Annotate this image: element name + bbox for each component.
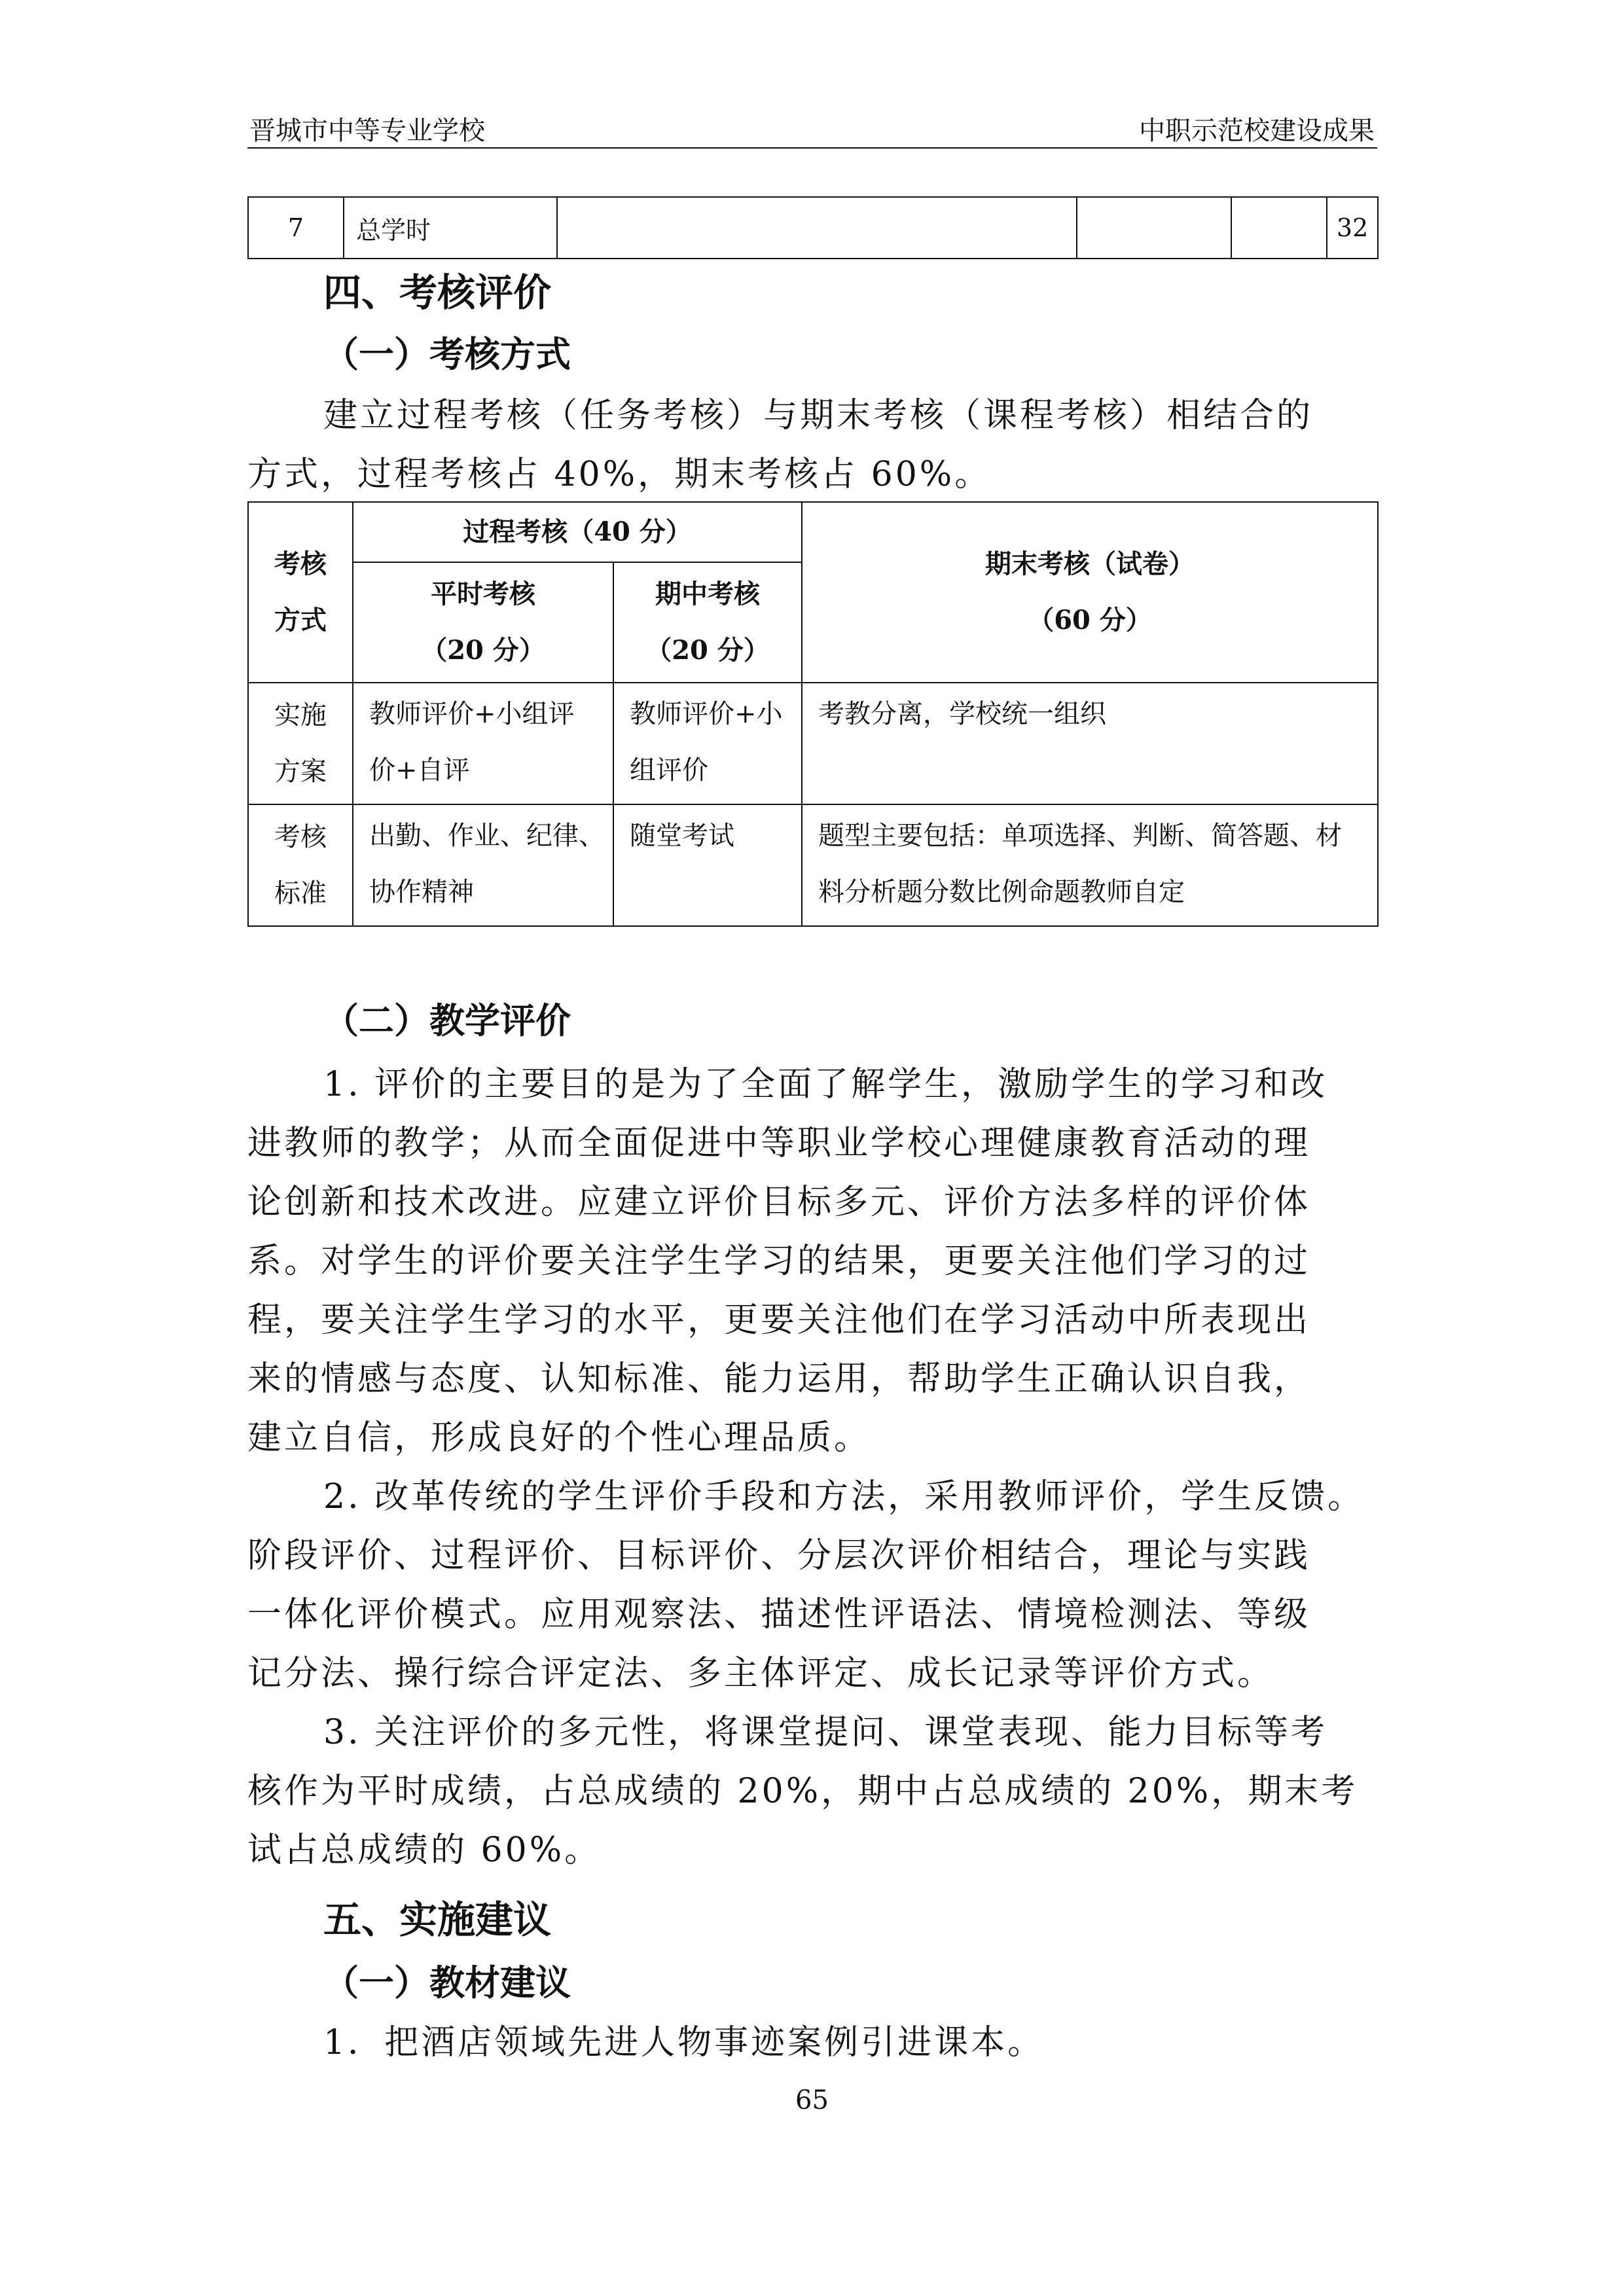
subsection-teaching-evaluation-heading: （二）教学评价	[323, 999, 571, 1041]
row-label-line-2: 标准	[274, 878, 327, 908]
table-row	[248, 197, 1378, 259]
process-assessment-header: 过程考核（40 分）	[353, 502, 802, 562]
paragraph-2	[247, 1467, 1380, 1703]
empty-cell	[557, 197, 1077, 259]
daily-assessment-score: （20 分）	[421, 635, 545, 666]
cell-line: 教师评价+小组评	[369, 699, 575, 729]
row-label-cell: 总学时	[344, 197, 557, 259]
cell-line: 组评价	[630, 755, 708, 785]
paragraph-line: 来的情感与态度、认知标准、能力运用，帮助学生正确认识自我，	[247, 1359, 1311, 1399]
table-row	[248, 502, 1378, 562]
assessment-intro-line-2: 方式，过程考核占 40%，期末考核占 60%。	[247, 455, 992, 494]
method-label-line-2: 方式	[274, 605, 327, 636]
midterm-assessment-score: （20 分）	[645, 635, 770, 666]
final-exam-title: 期末考核（试卷）	[985, 548, 1195, 579]
assessment-intro-line-1: 建立过程考核（任务考核）与期末考核（课程考核）相结合的	[323, 396, 1314, 435]
daily-assessment-title: 平时考核	[431, 579, 535, 609]
method-label-cell	[248, 502, 353, 683]
midterm-standard-cell	[613, 804, 802, 926]
paragraph-line: 进教师的教学；从而全面促进中等职业学校心理健康教育活动的理	[247, 1124, 1311, 1163]
row-label-cell	[248, 804, 353, 926]
paragraph-line: 记分法、操行综合评定法、多主体评定、成长记录等评价方式。	[247, 1654, 1274, 1693]
paragraph-line: 3. 关注评价的多元性，将课堂提问、课堂表现、能力目标等考	[323, 1713, 1328, 1752]
row-label-line-1: 考核	[274, 822, 327, 852]
paragraph-1	[247, 1055, 1380, 1467]
cell-line: 价+自评	[369, 755, 470, 785]
cell-line: 协作精神	[369, 877, 474, 907]
empty-cell	[1077, 197, 1231, 259]
page-number: 65	[795, 2085, 829, 2115]
cell-line: 随堂考试	[630, 821, 734, 851]
row-index-cell: 7	[248, 197, 344, 259]
row-label-line-2: 方案	[274, 757, 327, 787]
paragraph-line: 论创新和技术改进。应建立评价目标多元、评价方法多样的评价体	[247, 1183, 1311, 1222]
final-plan-cell	[802, 683, 1378, 804]
section-4-heading: 四、考核评价	[323, 270, 552, 315]
final-exam-score: （60 分）	[1028, 605, 1152, 636]
paragraph-line: 试占总成绩的 60%。	[247, 1831, 602, 1870]
paragraph-line: 系。对学生的评价要关注学生学习的结果，更要关注他们学习的过	[247, 1242, 1311, 1281]
row-label-line-1: 实施	[274, 700, 327, 730]
paragraph-line: 程，要关注学生学习的水平，更要关注他们在学习活动中所表现出	[247, 1300, 1311, 1340]
midterm-plan-cell	[613, 683, 802, 804]
header-rule	[247, 147, 1377, 149]
paragraph-line: 2. 改革传统的学生评价手段和方法，采用教师评价，学生反馈。	[323, 1477, 1365, 1516]
midterm-assessment-header	[613, 562, 802, 683]
cell-line: 考教分离，学校统一组织	[818, 699, 1106, 729]
row-label-cell	[248, 683, 353, 804]
header-school-name: 晋城市中等专业学校	[249, 116, 485, 146]
subsection-assessment-method-heading: （一）考核方式	[323, 333, 571, 375]
final-standard-cell	[802, 804, 1378, 926]
paragraph-line: 核作为平时成绩，占总成绩的 20%，期中占总成绩的 20%，期末考	[247, 1772, 1358, 1811]
final-exam-header-cell	[802, 502, 1378, 683]
paragraph-line: 一体化评价模式。应用观察法、描述性评语法、情境检测法、等级	[247, 1595, 1311, 1634]
total-hours-table	[247, 196, 1379, 259]
textbook-suggestion-1: 1．把酒店领域先进人物事迹案例引进课本。	[323, 2023, 1045, 2062]
total-hours-value: 32	[1327, 197, 1378, 259]
daily-assessment-header	[353, 562, 613, 683]
paragraph-line: 建立自信，形成良好的个性心理品质。	[247, 1418, 871, 1458]
cell-line: 料分析题分数比例命题教师自定	[818, 877, 1185, 907]
midterm-assessment-title: 期中考核	[655, 579, 760, 609]
paragraph-3	[247, 1703, 1380, 1880]
cell-line: 出勤、作业、纪律、	[369, 821, 605, 851]
paragraph-line: 1. 评价的主要目的是为了全面了解学生，激励学生的学习和改	[323, 1065, 1328, 1104]
empty-cell	[1231, 197, 1327, 259]
subsection-textbook-heading: （一）教材建议	[323, 1962, 571, 2003]
header-doc-title: 中职示范校建设成果	[1139, 116, 1375, 146]
cell-line: 教师评价+小	[630, 699, 783, 729]
paragraph-line: 阶段评价、过程评价、目标评价、分层次评价相结合，理论与实践	[247, 1536, 1311, 1575]
daily-standard-cell	[353, 804, 613, 926]
method-label-line-1: 考核	[274, 548, 327, 579]
table-row	[248, 804, 1378, 926]
table-row	[248, 683, 1378, 804]
assessment-table	[247, 501, 1379, 927]
section-5-heading: 五、实施建议	[323, 1897, 552, 1942]
cell-line: 题型主要包括：单项选择、判断、简答题、材	[818, 821, 1342, 851]
daily-plan-cell	[353, 683, 613, 804]
